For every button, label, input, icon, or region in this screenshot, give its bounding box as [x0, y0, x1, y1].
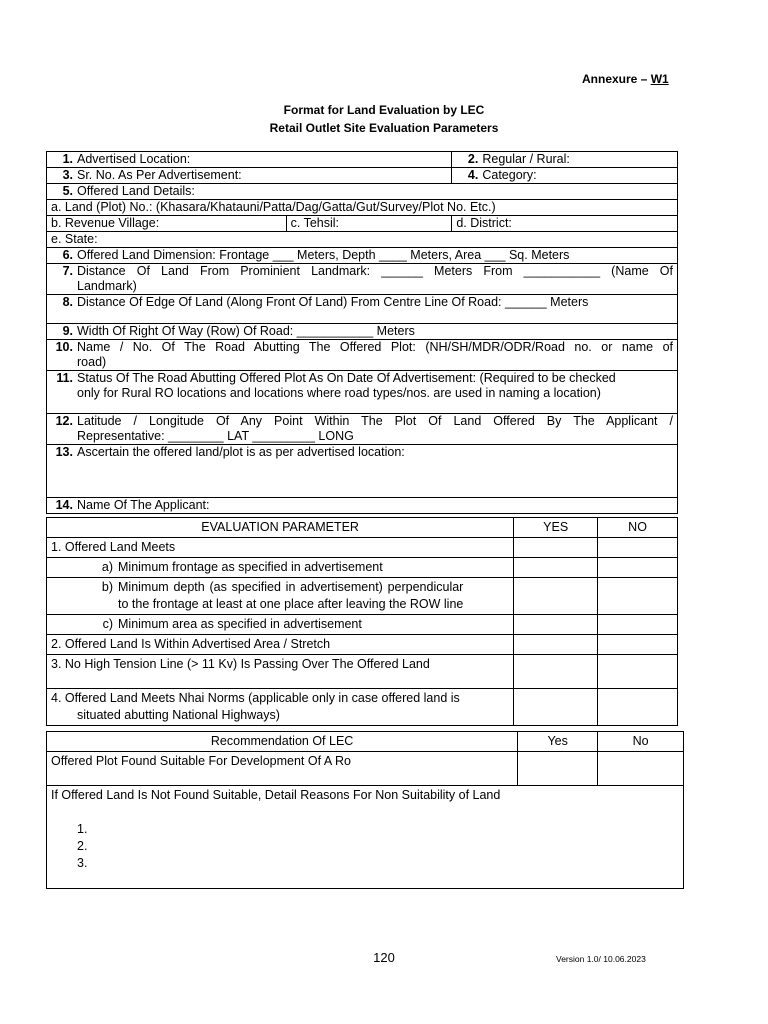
applicant-name-field[interactable]: 14. Name Of The Applicant: [47, 498, 678, 514]
advertised-location-field[interactable]: 1. Advertised Location: [47, 152, 452, 168]
eval-area-label: c) Minimum area as specified in advertisement [47, 615, 514, 635]
reason-item-3[interactable]: 3. [77, 856, 88, 870]
recommendation-header: Recommendation Of LEC [47, 732, 518, 752]
evaluation-table [46, 517, 678, 726]
rec-no-cell[interactable] [598, 752, 684, 786]
eval-land-meets-label: 1. Offered Land Meets [47, 538, 514, 558]
row-advertised-location [47, 152, 678, 168]
road-name-field[interactable]: 10. Name / No. Of The Road Abutting The Offered Plot: (NH/SH/MDR/ODR/Road no. or name of road) [47, 340, 678, 371]
annexure-prefix: Annexure – [582, 72, 651, 86]
row-distance-landmark [47, 264, 678, 295]
eval-row-high-tension [47, 655, 678, 689]
district-field[interactable]: d. District: [452, 216, 678, 232]
eval-nhai-label: 4. Offered Land Meets Nhai Norms (applicable only in case offered land is situated abutting National Highways) [47, 689, 514, 726]
sr-no-field[interactable]: 3. Sr. No. As Per Advertisement: [47, 168, 452, 184]
rec-reasons-field[interactable] [47, 786, 684, 889]
recommendation-table [46, 731, 684, 889]
row-road-name [47, 340, 678, 371]
eval-row-frontage [47, 558, 678, 578]
eval-no-cell[interactable] [598, 538, 678, 558]
no-header: NO [598, 518, 678, 538]
rec-yes-header: Yes [518, 732, 598, 752]
evaluation-header-row [47, 518, 678, 538]
rec-yes-cell[interactable] [518, 752, 598, 786]
row-offered-land-details [47, 184, 678, 200]
eval-yes-cell[interactable] [514, 558, 598, 578]
eval-row-within-area [47, 635, 678, 655]
land-dimension-field[interactable]: 6. Offered Land Dimension: Frontage ___ Meters, Depth ____ Meters, Area ___ Sq. Meters [47, 248, 678, 264]
row-ascertain-location [47, 445, 678, 498]
eval-yes-cell[interactable] [514, 538, 598, 558]
version-label: Version 1.0/ 10.06.2023 [556, 954, 646, 964]
eval-no-cell[interactable] [598, 689, 678, 726]
eval-no-cell[interactable] [598, 615, 678, 635]
eval-yes-cell[interactable] [514, 655, 598, 689]
eval-yes-cell[interactable] [514, 635, 598, 655]
category-field[interactable]: 4. Category: [452, 168, 678, 184]
form-title: Format for Land Evaluation by LEC [283, 103, 485, 117]
rec-reasons-row [47, 786, 684, 889]
row-lat-long [47, 414, 678, 445]
eval-row-nhai [47, 689, 678, 726]
row-land-dimension [47, 248, 678, 264]
rec-suitable-label: Offered Plot Found Suitable For Development Of A Ro [47, 752, 518, 786]
land-details-table [46, 151, 678, 514]
form-subtitle: Retail Outlet Site Evaluation Parameters [269, 121, 499, 135]
state-field[interactable]: e. State: [47, 232, 678, 248]
row-village-tehsil-district [47, 216, 678, 232]
reason-item-2[interactable]: 2. [77, 839, 88, 853]
eval-yes-cell[interactable] [514, 578, 598, 615]
recommendation-header-row [47, 732, 684, 752]
eval-yes-cell[interactable] [514, 689, 598, 726]
eval-high-tension-label: 3. No High Tension Line (> 11 Kv) Is Passing Over The Offered Land [47, 655, 514, 689]
reason-item-1[interactable]: 1. [77, 822, 88, 836]
rec-suitable-row [47, 752, 684, 786]
row-road-status [47, 371, 678, 414]
row-state [47, 232, 678, 248]
rec-reasons-label: If Offered Land Is Not Found Suitable, Detail Reasons For Non Suitability of Land [51, 788, 501, 802]
rec-no-header: No [598, 732, 684, 752]
land-plot-no-field[interactable]: a. Land (Plot) No.: (Khasara/Khatauni/Patta/Dag/Gatta/Gut/Survey/Plot No. Etc.) [47, 200, 678, 216]
ascertain-location-field[interactable]: 13. Ascertain the offered land/plot is as per advertised location: [47, 445, 678, 498]
eval-frontage-label: a) Minimum frontage as specified in advertisement [47, 558, 514, 578]
road-status-field[interactable]: 11. Status Of The Road Abutting Offered Plot As On Date Of Advertisement: (Required to be checked only for Rural RO locations and locations where road types/nos. are used in naming a location) [47, 371, 678, 414]
eval-no-cell[interactable] [598, 578, 678, 615]
row-width-row [47, 324, 678, 340]
page-number: 120 [373, 950, 395, 965]
eval-no-cell[interactable] [598, 635, 678, 655]
width-row-field[interactable]: 9. Width Of Right Of Way (Row) Of Road: ___________ Meters [47, 324, 678, 340]
row-applicant-name [47, 498, 678, 514]
revenue-village-field[interactable]: b. Revenue Village: [47, 216, 287, 232]
eval-yes-cell[interactable] [514, 615, 598, 635]
yes-header: YES [514, 518, 598, 538]
evaluation-parameter-header: EVALUATION PARAMETER [47, 518, 514, 538]
eval-row-depth [47, 578, 678, 615]
annexure-id: W1 [650, 72, 669, 86]
lat-long-field[interactable]: 12. Latitude / Longitude Of Any Point Within The Plot Of Land Offered By The Applicant / Representative: ________ LAT _________ LONG [47, 414, 678, 445]
distance-landmark-field[interactable]: 7. Distance Of Land From Prominient Landmark: ______ Meters From ___________ (Name Of Landmark) [47, 264, 678, 295]
annexure-label [582, 72, 669, 86]
eval-row-land-meets [47, 538, 678, 558]
tehsil-field[interactable]: c. Tehsil: [286, 216, 452, 232]
offered-land-details-heading: 5. Offered Land Details: [47, 184, 678, 200]
eval-row-area [47, 615, 678, 635]
eval-no-cell[interactable] [598, 655, 678, 689]
row-sr-no [47, 168, 678, 184]
distance-centre-line-field[interactable]: 8. Distance Of Edge Of Land (Along Front Of Land) From Centre Line Of Road: ______ Meters [47, 295, 678, 324]
eval-within-area-label: 2. Offered Land Is Within Advertised Area / Stretch [47, 635, 514, 655]
eval-no-cell[interactable] [598, 558, 678, 578]
row-distance-centre-line [47, 295, 678, 324]
regular-rural-field[interactable]: 2. Regular / Rural: [452, 152, 678, 168]
eval-depth-label: b) Minimum depth (as specified in advertisement) perpendicular to the frontage at least at one place after leaving the ROW line [47, 578, 514, 615]
row-land-plot-no [47, 200, 678, 216]
